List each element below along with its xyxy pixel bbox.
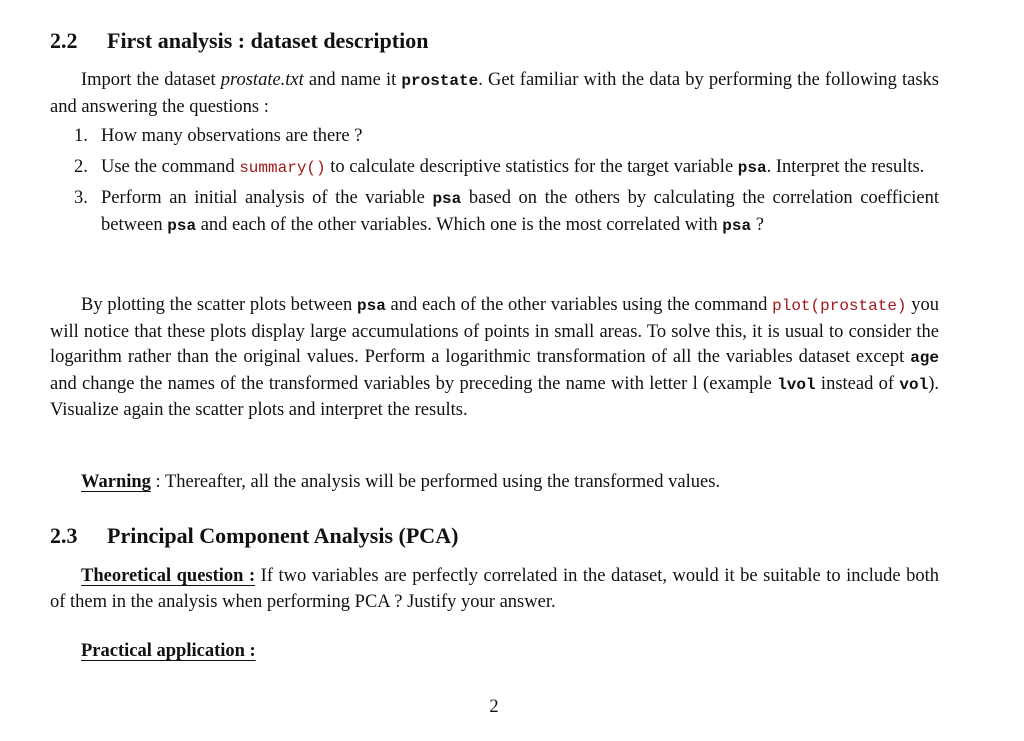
theoretical-question-label: Theoretical question : — [81, 566, 256, 586]
section-heading-2-3 — [50, 523, 458, 549]
plot-paragraph: By plotting the scatter plots between psa and each of the other variables using the command plot(prostate) you will notice that these plots display large accumulations of points in small areas. To solve this, it is usual to consider the logarithm rather than the original values. Perform a logarithmic transformation of all the variables dataset except age and change the names of the transformed variables by preceding the name with letter l (example lvol instead of vol). Visualize again the scatter plots and interpret the results. — [50, 295, 940, 420]
section-title: Principal Component Analysis (PCA) — [107, 523, 459, 548]
section-number: 2.3 — [50, 523, 78, 548]
practical-application-paragraph — [50, 639, 939, 665]
task-list — [50, 124, 939, 244]
list-item: 1. How many observations are there ? — [74, 126, 363, 146]
dataset-filename: prostate.txt — [220, 70, 304, 90]
page-number: 2 — [489, 697, 499, 717]
list-item: 3. Perform an initial analysis of the variable psa based on the others by calculating the correlation coefficient between psa and each of the other variables. Which one is the most correlated with psa ? — [74, 188, 939, 235]
dataset-name: prostate — [401, 72, 479, 90]
section-heading-2-2 — [50, 28, 428, 54]
intro-paragraph: Import the dataset prostate.txt and name it prostate. Get familiar with the data by performing the following tasks and answering the questions : — [50, 70, 939, 117]
code-summary: summary() — [239, 158, 326, 177]
warning-label: Warning — [81, 472, 151, 492]
list-item: 2. Use the command summary() to calculate descriptive statistics for the target variable psa. Interpret the results. — [74, 156, 925, 177]
theoretical-question-paragraph: Theoretical question : If two variables are perfectly correlated in the dataset, would it be suitable to include both of them in the analysis when performing PCA ? Justify your answer. — [50, 566, 939, 612]
warning-paragraph: Warning : Thereafter, all the analysis will be performed using the transformed values. — [81, 472, 721, 492]
code-plot: plot(prostate) — [772, 297, 907, 315]
section-title: First analysis : dataset description — [107, 28, 429, 53]
practical-application-label: Practical application : — [81, 641, 256, 661]
section-number: 2.2 — [50, 28, 78, 53]
